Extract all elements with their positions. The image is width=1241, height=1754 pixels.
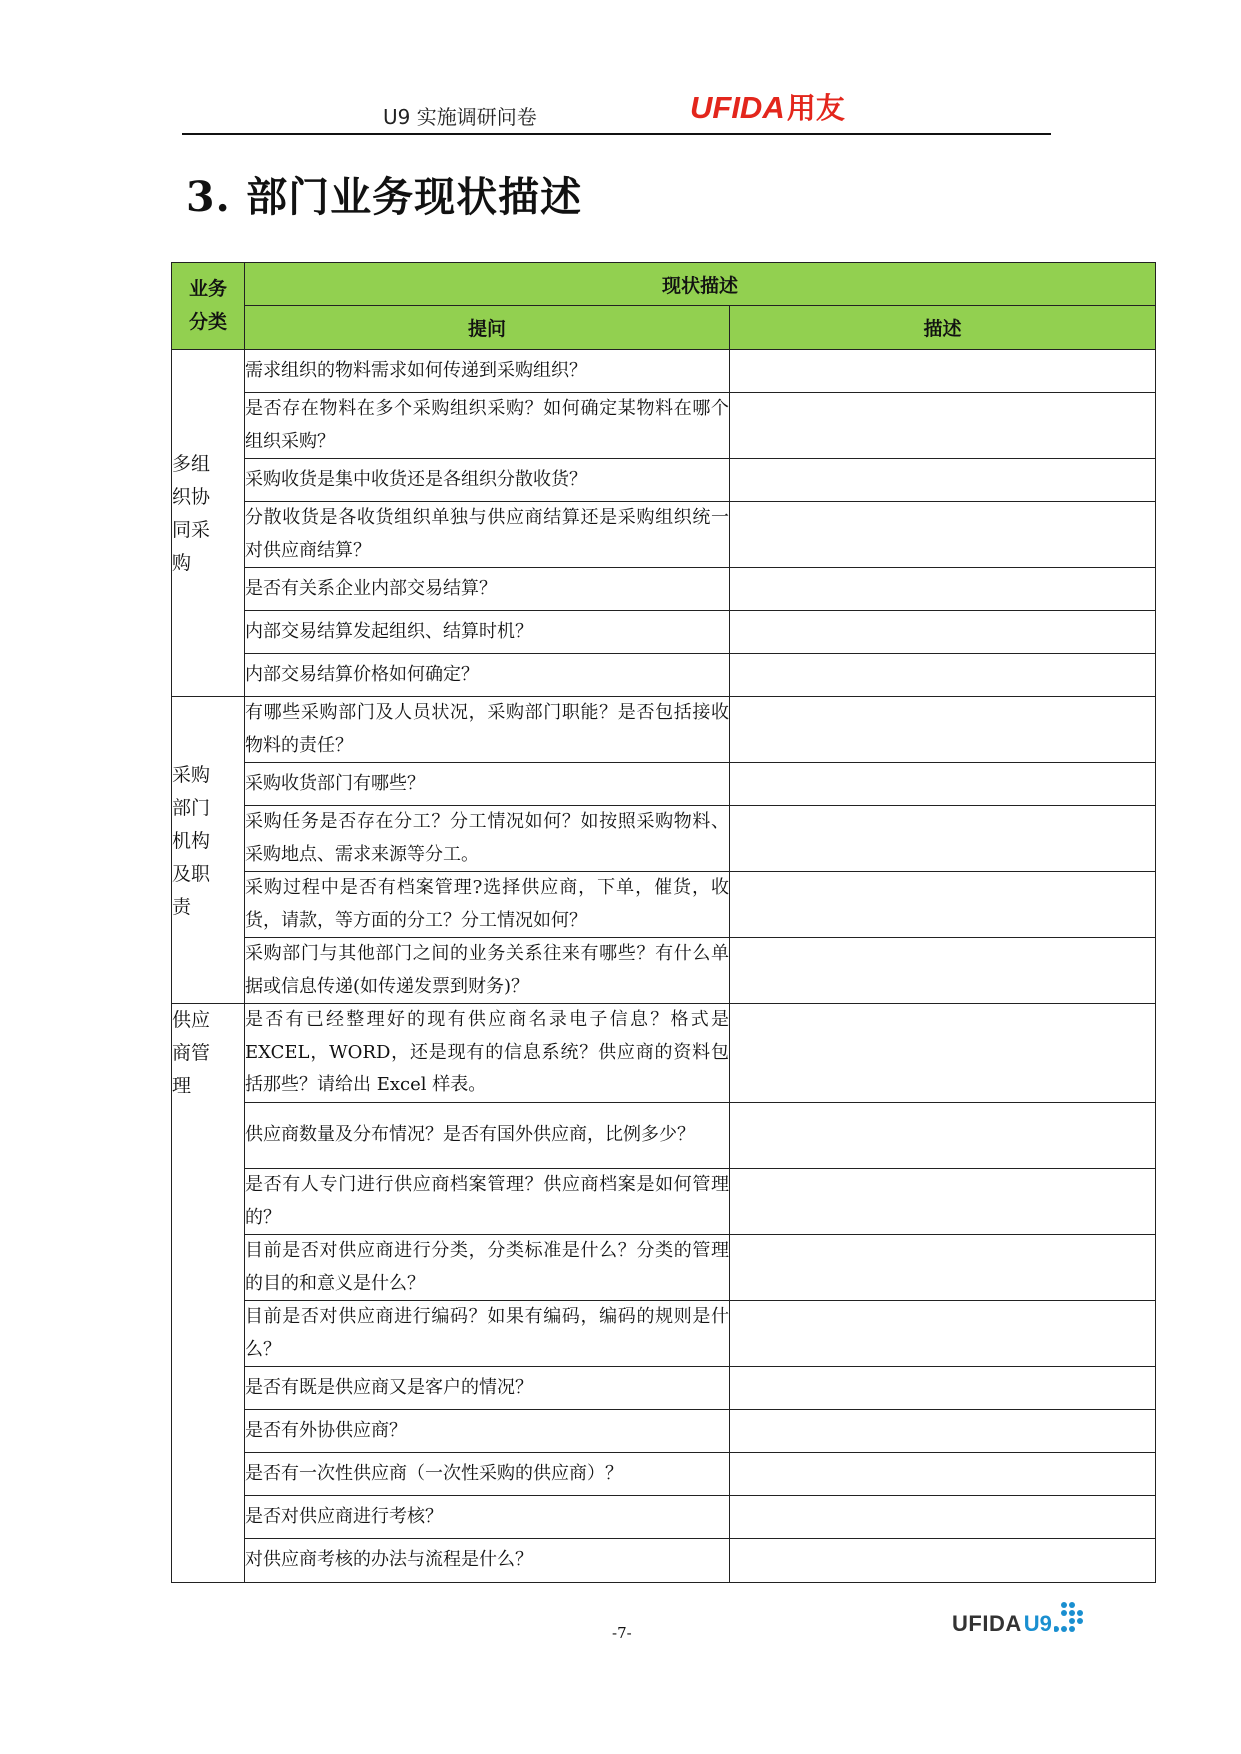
dots-icon (1054, 1601, 1084, 1637)
table-row (172, 1301, 1156, 1367)
description-cell[interactable] (730, 872, 1156, 938)
survey-table (171, 262, 1156, 1583)
logo-text: UFIDA (690, 90, 785, 125)
description-cell[interactable] (730, 1169, 1156, 1235)
question-cell: 是否有人专门进行供应商档案管理？供应商档案是如何管理的？ (245, 1169, 730, 1235)
table-row (172, 1004, 1156, 1103)
table-row (172, 1103, 1156, 1169)
table-row (172, 938, 1156, 1004)
description-cell[interactable] (730, 350, 1156, 393)
header-category-label: 业务分类 (188, 278, 227, 333)
header-description: 描述 (730, 306, 1156, 350)
header-status: 现状描述 (245, 263, 1156, 306)
description-cell[interactable] (730, 611, 1156, 654)
table-row (172, 872, 1156, 938)
table-row (172, 1169, 1156, 1235)
question-cell: 目前是否对供应商进行编码？如果有编码，编码的规则是什么？ (245, 1301, 730, 1367)
table-row (172, 806, 1156, 872)
description-cell[interactable] (730, 1539, 1156, 1583)
question-cell: 内部交易结算价格如何确定？ (245, 654, 730, 697)
header-divider (182, 133, 1051, 135)
table-row (172, 459, 1156, 502)
description-cell[interactable] (730, 938, 1156, 1004)
question-cell: 是否有已经整理好的现有供应商名录电子信息？格式是 EXCEL，WORD，还是现有的信息系统？供应商的资料包括那些？请给出 Excel 样表。 (245, 1004, 730, 1103)
question-cell: 内部交易结算发起组织、结算时机？ (245, 611, 730, 654)
table-row (172, 1539, 1156, 1583)
description-cell[interactable] (730, 1103, 1156, 1169)
description-cell[interactable] (730, 1367, 1156, 1410)
section-title: 3. 部门业务现状描述 (186, 173, 583, 221)
footer-logo-text: UFIDA (952, 1611, 1022, 1636)
page-number: -7- (612, 1624, 632, 1642)
table-row (172, 568, 1156, 611)
question-cell: 是否有一次性供应商（一次性采购的供应商）？ (245, 1453, 730, 1496)
question-cell: 目前是否对供应商进行分类，分类标准是什么？分类的管理的目的和意义是什么？ (245, 1235, 730, 1301)
description-cell[interactable] (730, 393, 1156, 459)
question-cell: 采购部门与其他部门之间的业务关系往来有哪些？有什么单据或信息传递(如传递发票到财务)？ (245, 938, 730, 1004)
category-label: 供应商管理 (172, 1009, 211, 1097)
category-cell (172, 697, 245, 1004)
question-cell: 是否存在物料在多个采购组织采购？如何确定某物料在哪个组织采购？ (245, 393, 730, 459)
logo-chinese-text: 用友 (786, 91, 845, 125)
description-cell[interactable] (730, 763, 1156, 806)
description-cell[interactable] (730, 1453, 1156, 1496)
question-cell: 需求组织的物料需求如何传递到采购组织？ (245, 350, 730, 393)
question-cell: 采购任务是否存在分工？分工情况如何？如按照采购物料、采购地点、需求来源等分工。 (245, 806, 730, 872)
description-cell[interactable] (730, 1301, 1156, 1367)
question-cell: 对供应商考核的办法与流程是什么？ (245, 1539, 730, 1583)
table-row (172, 1453, 1156, 1496)
question-cell: 有哪些采购部门及人员状况，采购部门职能？是否包括接收物料的责任？ (245, 697, 730, 763)
table-row (172, 1235, 1156, 1301)
question-cell: 采购过程中是否有档案管理?选择供应商，下单，催货，收货，请款，等方面的分工？分工情况如何？ (245, 872, 730, 938)
question-cell: 是否有外协供应商？ (245, 1410, 730, 1453)
category-cell (172, 1004, 245, 1583)
question-cell: 采购收货是集中收货还是各组织分散收货？ (245, 459, 730, 502)
ufida-logo (690, 86, 845, 127)
category-label: 多组织协同采购 (172, 453, 211, 574)
footer-logo-u9: U9 (1023, 1611, 1052, 1636)
description-cell[interactable] (730, 654, 1156, 697)
ufida-u9-logo (952, 1601, 1084, 1637)
table-row (172, 350, 1156, 393)
table-row (172, 763, 1156, 806)
header-category (172, 263, 245, 350)
description-cell[interactable] (730, 568, 1156, 611)
description-cell[interactable] (730, 1410, 1156, 1453)
survey-body (172, 350, 1156, 1583)
question-cell: 是否有既是供应商又是客户的情况？ (245, 1367, 730, 1410)
question-cell: 供应商数量及分布情况？是否有国外供应商，比例多少？ (245, 1103, 730, 1169)
question-cell: 分散收货是各收货组织单独与供应商结算还是采购组织统一对供应商结算？ (245, 502, 730, 568)
description-cell[interactable] (730, 1004, 1156, 1103)
table-row (172, 1367, 1156, 1410)
question-cell: 是否有关系企业内部交易结算？ (245, 568, 730, 611)
table-row (172, 654, 1156, 697)
table-row (172, 1496, 1156, 1539)
table-row (172, 502, 1156, 568)
description-cell[interactable] (730, 1496, 1156, 1539)
table-row (172, 697, 1156, 763)
description-cell[interactable] (730, 1235, 1156, 1301)
table-row (172, 1410, 1156, 1453)
description-cell[interactable] (730, 697, 1156, 763)
category-cell (172, 350, 245, 697)
category-label: 采购部门机构及职责 (172, 764, 211, 918)
table-row (172, 393, 1156, 459)
table-row (172, 611, 1156, 654)
header-question: 提问 (245, 306, 730, 350)
question-cell: 是否对供应商进行考核？ (245, 1496, 730, 1539)
description-cell[interactable] (730, 502, 1156, 568)
document-title: U9 实施调研问卷 (383, 105, 537, 129)
description-cell[interactable] (730, 459, 1156, 502)
description-cell[interactable] (730, 806, 1156, 872)
question-cell: 采购收货部门有哪些？ (245, 763, 730, 806)
